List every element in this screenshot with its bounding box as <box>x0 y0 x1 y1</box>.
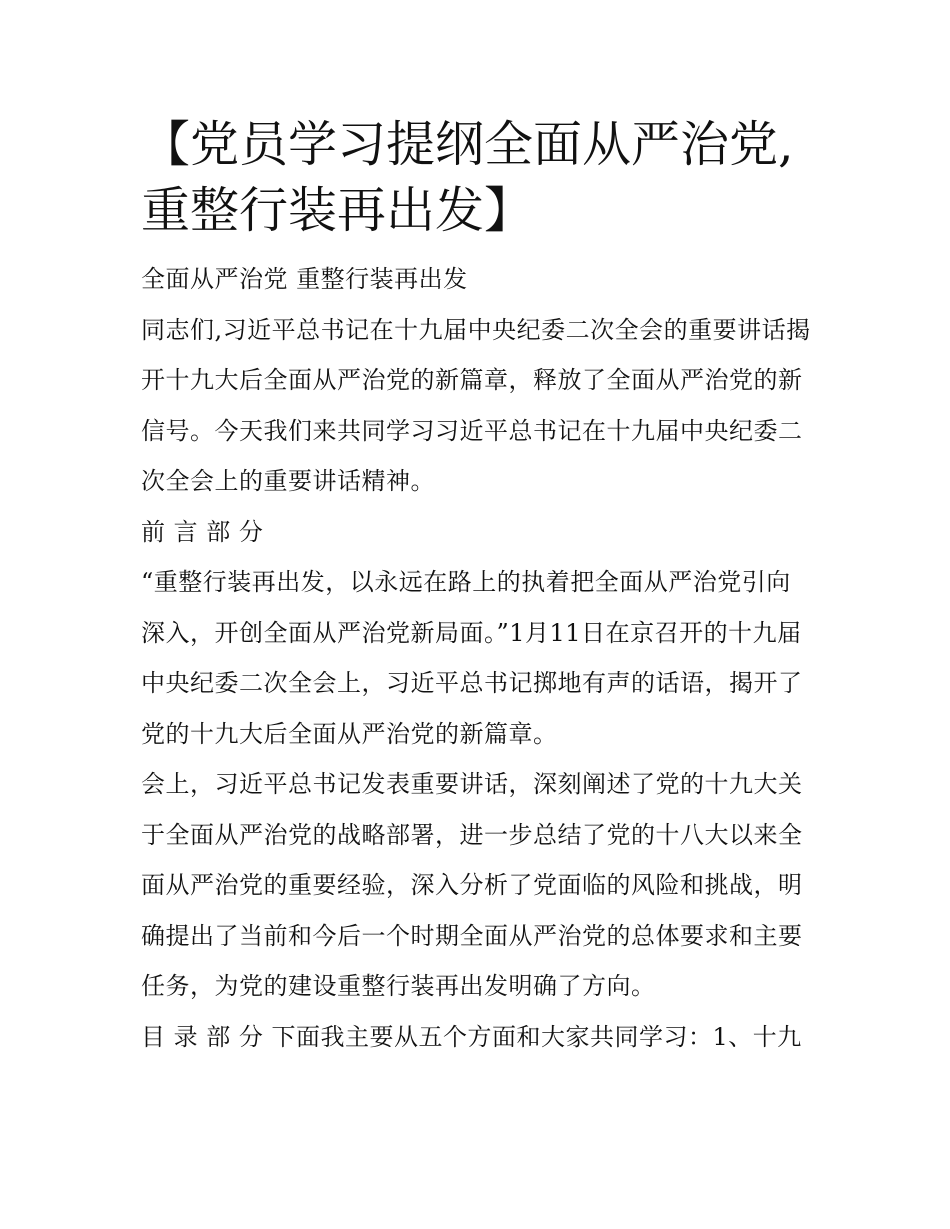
document-title: 【党员学习提纲全面从严治党,重整行装再出发】 <box>141 116 794 239</box>
document-body <box>141 112 813 1062</box>
intro-paragraph: 同志们,习近平总书记在十九届中央纪委二次全会的重要讲话揭开十九大后全面从严治党的新篇章，释放了全面从严治党的新信号。今天我们来共同学习习近平总书记在十九届中央纪委二次全会上的重要讲话精神。 <box>141 315 811 495</box>
section-heading-preface: 前 言 部 分 <box>141 517 264 546</box>
subtitle-paragraph: 全面从严治党 重整行装再出发 <box>141 265 468 293</box>
quote-paragraph: “重整行装再出发，以永远在路上的执着把全面从严治党引向深入，开创全面从严治党新局面。”1月11日在京召开的十九届中央纪委二次全会上，习近平总书记掷地有声的话语，揭开了党的十九大后全面从严治党的新篇章。 <box>141 568 803 748</box>
speech-summary-paragraph: 会上，习近平总书记发表重要讲话，深刻阐述了党的十九大关于全面从严治党的战略部署，进一步总结了党的十八大以来全面从严治党的重要经验，深入分析了党面临的风险和挑战，明确提出了当前和今后一个时期全面从严治党的总体要求和主要任务，为党的建设重整行装再出发明确了方向。 <box>141 770 803 1000</box>
contents-paragraph: 目 录 部 分 下面我主要从五个方面和大家共同学习：1、十九 <box>141 1022 802 1051</box>
